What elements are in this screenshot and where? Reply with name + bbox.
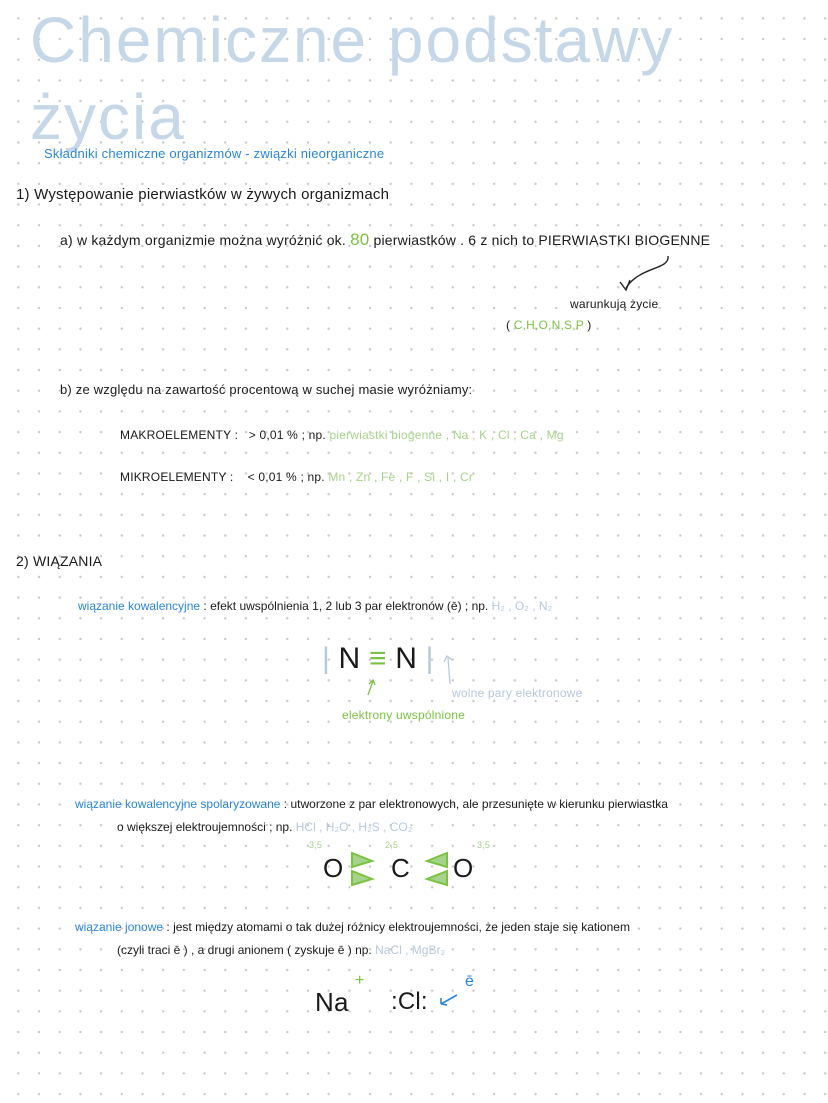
arrow-up-icon: [440, 652, 456, 686]
atom: :Cl:: [391, 988, 428, 1015]
atom: C: [391, 853, 410, 883]
co2-diagram: [305, 840, 515, 888]
section-number: 1): [16, 186, 30, 203]
term: wiązanie jonowe: [75, 920, 164, 934]
atom: N: [395, 642, 418, 675]
arrow-icon: [439, 992, 461, 1008]
electronegativity: 3,5: [477, 840, 491, 850]
definition: o większej elektroujemności ; np.: [117, 820, 293, 834]
point-label: a): [60, 232, 73, 248]
row-value: < 0,01 % ; np.: [247, 470, 325, 484]
row-value: > 0,01 % ; np.: [248, 428, 326, 442]
section-title: Występowanie pierwiastków w żywych organizmach: [34, 186, 390, 203]
definition: : jest między atomami o tak dużej różnicy elektroujemności, że jeden staje się kationem: [166, 920, 630, 934]
arrow-up-icon: [365, 678, 377, 696]
section-2: [16, 553, 102, 570]
paren: ): [587, 318, 592, 332]
row-label: MIKROELEMENTY :: [120, 470, 234, 484]
nacl-diagram: [315, 974, 515, 1018]
definition: : utworzone z par elektronowych, ale przesunięte w kierunku pierwiastka: [283, 797, 668, 811]
section-1: [16, 186, 389, 204]
examples: H₂ , O₂ , N₂: [491, 599, 553, 613]
point-a: [60, 230, 710, 250]
term: wiązanie kowalencyjne spolaryzowane: [75, 797, 281, 811]
section-heading: Składniki chemiczne organizmów - związki nieorganiczne: [44, 146, 385, 161]
row-label: MAKROELEMENTY :: [120, 428, 239, 442]
examples: NaCl , MgBr₂: [375, 943, 446, 957]
definition: : efekt uwspólnienia 1, 2 lub 3 par elektronów (ē) ; np.: [203, 599, 489, 613]
element-list: C,H,O,N,S,P: [513, 318, 584, 332]
shared-electrons-label: elektrony uwspólnione: [342, 708, 465, 722]
charge: +: [355, 972, 365, 989]
highlight-number: 80: [350, 230, 370, 249]
examples: HCl , H₂O , H₂S , CO₂: [295, 820, 413, 834]
point-b: [60, 382, 472, 398]
free-pairs-label: wolne pary elektronowe: [452, 686, 583, 700]
point-text: ze względu na zawartość procentową w suchej masie wyróżniamy:: [75, 382, 473, 397]
electron: ē: [465, 973, 475, 990]
biogenic-list: [506, 318, 592, 332]
ionic-def-cont: [117, 943, 445, 957]
polar-wedge-icon: [423, 851, 449, 887]
lone-pair: |: [322, 642, 330, 675]
paren: (: [506, 318, 511, 332]
point-text: pierwiastków . 6 z nich to PIERWIASTKI BIOGENNE: [373, 232, 711, 248]
section-title: WIĄZANIA: [32, 553, 103, 569]
definition: (czyli traci ē ) , a drugi anionem ( zyskuje ē ) np.: [117, 943, 372, 957]
n2-diagram: [322, 642, 434, 676]
page-title: Chemiczne podstawy życia: [30, 4, 675, 153]
atom: O: [453, 853, 474, 883]
section-number: 2): [16, 553, 29, 569]
atom: Na: [315, 987, 349, 1017]
polar-wedge-icon: [350, 851, 376, 887]
covalent-def: [78, 599, 552, 613]
ionic-def: [75, 920, 630, 934]
lone-pair: |: [425, 642, 434, 675]
term: wiązanie kowalencyjne: [78, 599, 201, 613]
polar-def-cont: [117, 820, 412, 834]
row-examples: Mn , Zn , Fe , F , Si , I , Cr: [328, 470, 474, 484]
mikro-row: [120, 470, 473, 484]
curved-arrow-icon: [610, 252, 680, 295]
point-label: b): [60, 382, 72, 397]
row-examples: pierwiastki biogenne , Na , K , Cl , Ca , Mg: [329, 428, 564, 442]
electronegativity: 3,5: [309, 840, 323, 850]
biogenic-note: warunkują życie: [570, 297, 659, 311]
polar-def: [75, 797, 668, 811]
electronegativity: 2,5: [385, 840, 399, 850]
atom: O: [323, 853, 344, 883]
makro-row: [120, 428, 564, 442]
point-text: w każdym organizmie można wyróżnić ok.: [76, 232, 346, 248]
atom: N: [338, 642, 361, 675]
triple-bond: ≡: [368, 642, 387, 675]
